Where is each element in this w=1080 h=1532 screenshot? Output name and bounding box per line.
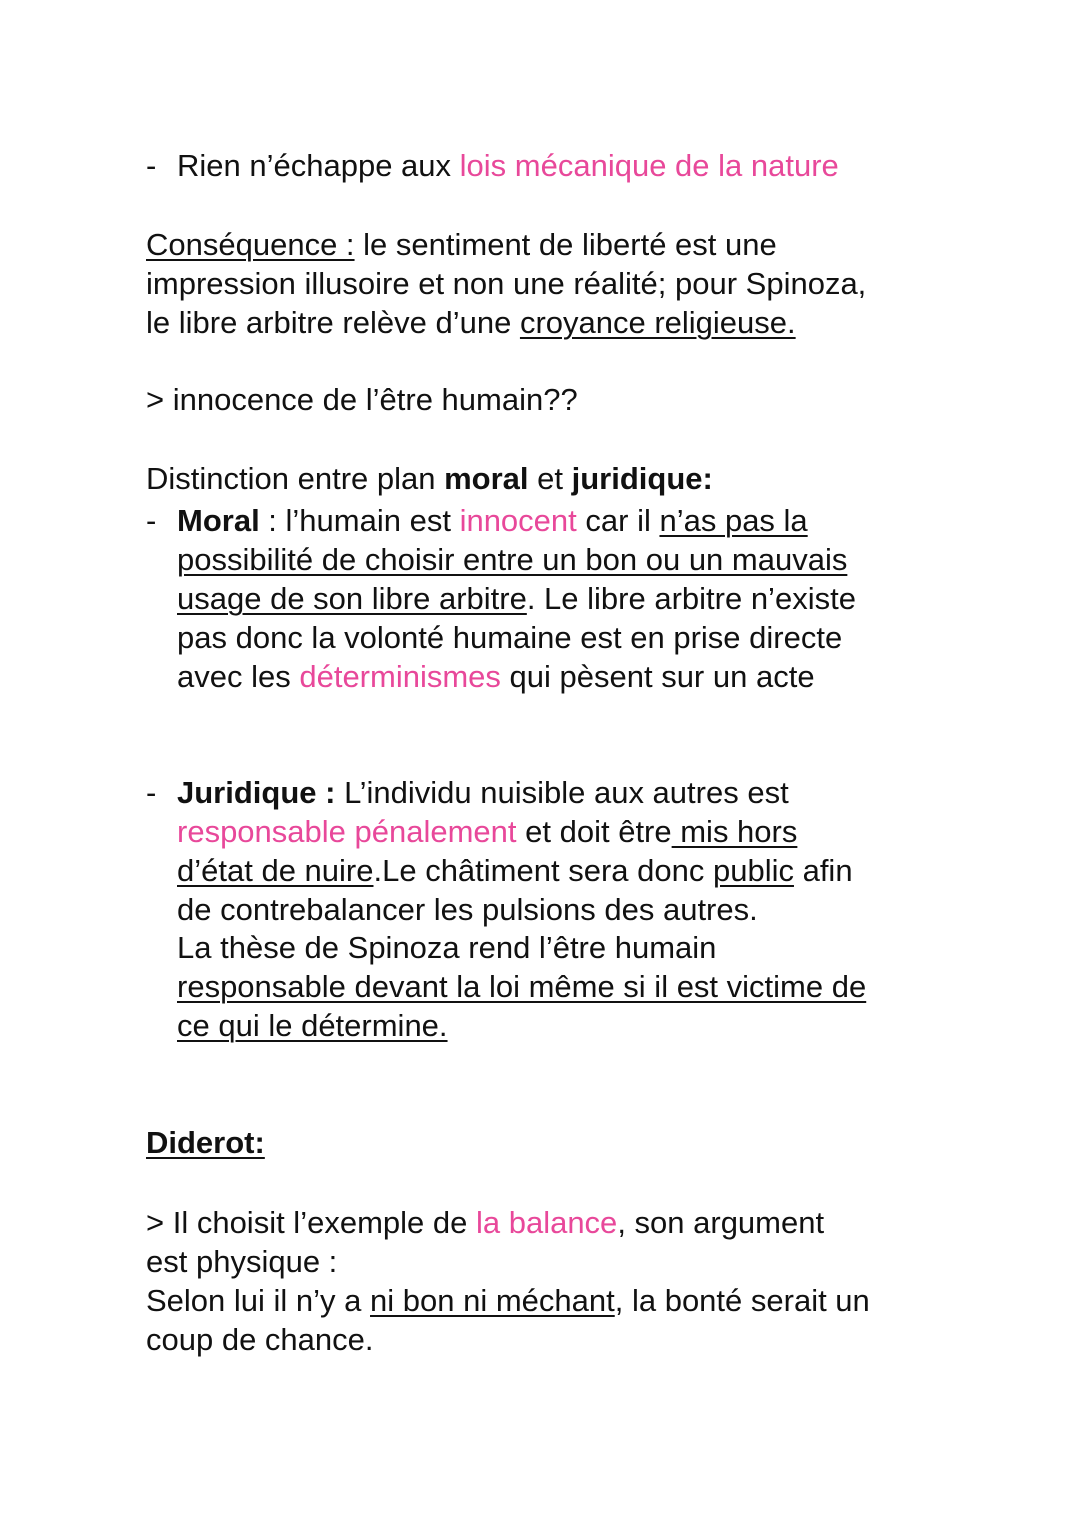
moral-line-2 <box>177 540 847 579</box>
text: car il <box>576 503 660 538</box>
highlight-text: déterminismes <box>299 659 501 694</box>
text: : l’humain est <box>259 503 460 538</box>
juridique-line-5 <box>177 928 716 967</box>
text: le sentiment de liberté est une <box>354 227 777 262</box>
underlined-text: mis hors <box>671 814 798 849</box>
bold-text: moral <box>444 461 529 496</box>
text: Distinction entre plan <box>146 461 445 496</box>
text: le libre arbitre relève d’une <box>146 305 520 340</box>
highlight-text: innocent <box>459 503 577 538</box>
underlined-text: d’état de nuire <box>177 853 374 888</box>
bullet-dash: - <box>146 775 157 810</box>
consequence-label: Conséquence : <box>146 227 355 262</box>
text: afin <box>793 853 853 888</box>
text: Selon lui il n’y a <box>146 1283 371 1318</box>
diderot-line-4 <box>146 1320 374 1359</box>
juridique-label: Juridique : <box>177 775 336 810</box>
underlined-text: n’as pas la <box>659 503 808 538</box>
text: et <box>528 461 572 496</box>
text: , son argument <box>617 1205 825 1240</box>
innocence-line: > innocence de l’être humain?? <box>146 382 578 417</box>
juridique-line-3 <box>177 851 853 890</box>
text: > Il choisit l’exemple de <box>146 1205 476 1240</box>
text: et doit être <box>516 814 672 849</box>
juridique-line-4 <box>177 890 758 929</box>
text: qui pèsent sur un acte <box>500 659 815 694</box>
highlight-text: responsable pénalement <box>177 814 517 849</box>
consequence-line-2 <box>146 264 866 303</box>
section-title: Diderot: <box>146 1125 265 1160</box>
juridique-line-1 <box>177 773 789 812</box>
bullet-dash: - <box>146 503 157 538</box>
underlined-text: croyance religieuse. <box>519 305 796 340</box>
underlined-text: responsable devant la loi même si il est victime de <box>177 969 867 1004</box>
text: . Le libre arbitre n’existe <box>526 581 856 616</box>
consequence-line-1 <box>146 225 777 264</box>
note-line-lois <box>177 146 839 185</box>
text: L’individu nuisible aux autres est <box>335 775 789 810</box>
underlined-text: possibilité de choisir entre un bon ou un mauvais <box>177 542 848 577</box>
text: Rien n’échappe aux <box>177 148 460 183</box>
moral-line-1 <box>177 501 808 540</box>
moral-line-4 <box>177 618 842 657</box>
text: , la bonté serait un <box>614 1283 870 1318</box>
text: La thèse de Spinoza rend l’être humain <box>177 930 717 965</box>
distinction-heading <box>146 459 713 498</box>
diderot-heading <box>146 1123 265 1162</box>
moral-line-3 <box>177 579 856 618</box>
diderot-line-1 <box>146 1203 824 1242</box>
diderot-line-3 <box>146 1281 870 1320</box>
bullet-dash: - <box>146 148 157 183</box>
highlight-text: la balance <box>475 1205 618 1240</box>
underlined-text: usage de son libre arbitre <box>177 581 527 616</box>
juridique-line-7 <box>177 1006 448 1045</box>
highlight-text: lois mécanique de la nature <box>459 148 839 183</box>
text: impression illusoire et non une réalité; pour Spinoza, <box>146 266 867 301</box>
text: pas donc la volonté humaine est en prise directe <box>177 620 843 655</box>
underlined-text: ni bon ni méchant <box>370 1283 615 1318</box>
bold-text: juridique: <box>571 461 713 496</box>
text: coup de chance. <box>146 1322 374 1357</box>
text: .Le châtiment sera donc <box>373 853 713 888</box>
text: est physique : <box>146 1244 338 1279</box>
text: de contrebalancer les pulsions des autres. <box>177 892 758 927</box>
consequence-line-3 <box>146 303 796 342</box>
diderot-line-2 <box>146 1242 337 1281</box>
moral-label: Moral <box>177 503 260 538</box>
juridique-line-6 <box>177 967 866 1006</box>
underlined-text: public <box>712 853 794 888</box>
underlined-text: ce qui le détermine. <box>177 1008 448 1043</box>
moral-line-5 <box>177 657 815 696</box>
juridique-line-2 <box>177 812 797 851</box>
text: avec les <box>177 659 300 694</box>
